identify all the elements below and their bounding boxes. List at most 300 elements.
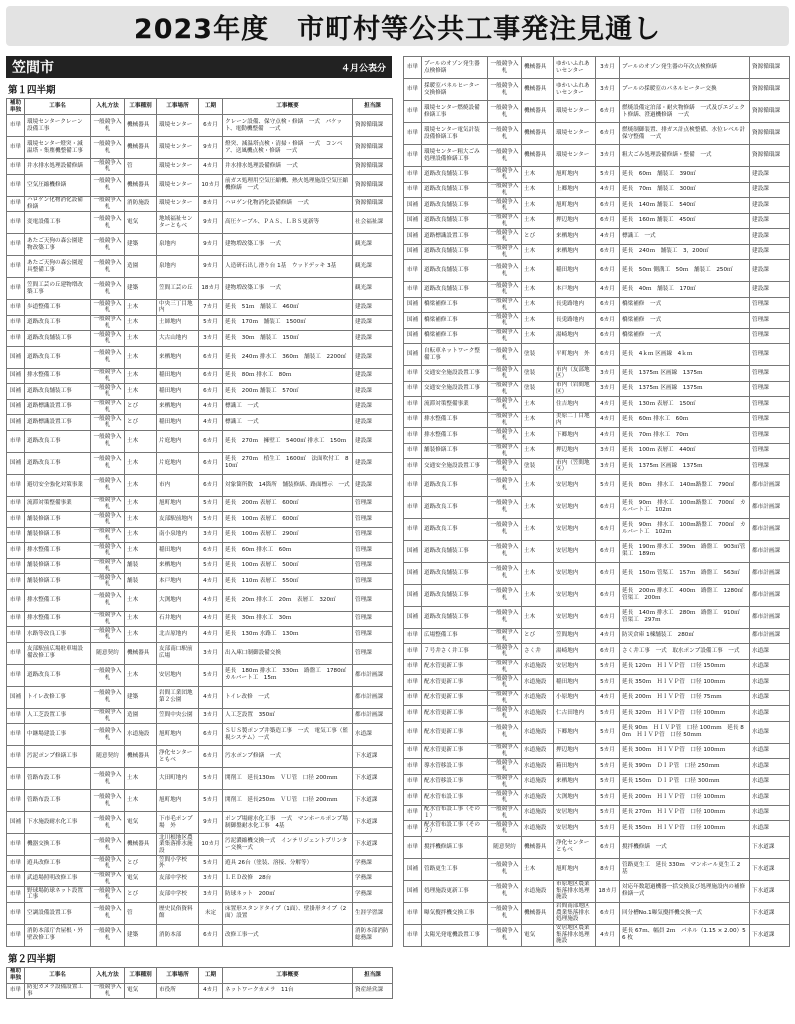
table-cell: 一般競争入札 [488, 675, 522, 691]
table-cell: 市単 [404, 366, 422, 382]
table-cell: 一般競争入札 [488, 858, 522, 880]
table-cell: 浄化センターともべ [554, 836, 596, 858]
table-cell: 塗装 [522, 366, 554, 382]
table-cell: 4カ月 [596, 924, 620, 946]
table-row [404, 743, 790, 759]
table-cell: 一般競争入札 [488, 366, 522, 382]
table-cell: 配水管更新工事 [422, 690, 488, 706]
table-row [7, 871, 393, 887]
table-cell: 道路標識設置工事 [25, 415, 91, 431]
table-cell: 延長 80ｍ 排水工 140ｍ路盤工 790㎡ [620, 474, 750, 496]
table-cell: 一般競争入札 [91, 234, 125, 256]
table-cell: 管路更生工事 [422, 858, 488, 880]
table-cell: 市単 [7, 746, 25, 768]
table-cell: 管理課 [353, 589, 393, 611]
table-cell: 一般競争入札 [488, 297, 522, 313]
table-cell: 延長 90ｍ ＨＩＶＰ管 口径 100ｍｍ 延長 80ｍ ＨＩＶＰ管 口径 50ｍｍ [620, 721, 750, 743]
table-cell: 一般競争入札 [488, 443, 522, 459]
table-cell: 一般競争入札 [91, 664, 125, 686]
table-cell: 空気圧縮機修繕 [25, 174, 91, 196]
table-cell: 一般競争入札 [91, 871, 125, 887]
table-cell: 汚泥濃縮機交換一式 インテリジェントプリンター交換一式 [223, 834, 353, 856]
table-cell: 長兎路地内 [554, 297, 596, 313]
table-cell: 7カ月 [199, 300, 223, 316]
table-cell: 一般競争入札 [91, 137, 125, 159]
table-cell: 建設課 [750, 167, 790, 183]
table-cell: 市単 [404, 428, 422, 444]
table-cell: 管路布設工事 [25, 768, 91, 790]
table-cell: 延長 50ｍ 側溝工 50ｍ 舗装工 250㎡ [620, 260, 750, 282]
table-row [7, 315, 393, 331]
table-row [404, 101, 790, 123]
table-cell: 市単 [7, 871, 25, 887]
table-cell: 道路改良工事 [422, 518, 488, 540]
table-cell: 5カ月 [596, 821, 620, 837]
table-cell: 市単 [404, 690, 422, 706]
table-cell: 大田町地内 [157, 768, 199, 790]
table-cell: 一般競争入札 [91, 212, 125, 234]
table-cell: 水道課 [750, 774, 790, 790]
table-cell: 来栖地内 [554, 774, 596, 790]
table-cell: 土木 [125, 664, 157, 686]
table-cell: 3カ月 [596, 145, 620, 167]
table-cell: 5カ月 [199, 768, 223, 790]
table-cell: 都市計画課 [750, 606, 790, 628]
table-cell: 資源循環課 [353, 159, 393, 175]
publish-note: ４月公表分 [340, 63, 386, 74]
table-cell: 電気 [125, 812, 157, 834]
table-cell: 環境センタークレーン設備工事 [25, 115, 91, 137]
table-row [404, 518, 790, 540]
table-cell: 道路改良工事 [25, 452, 91, 474]
table-cell: 管理課 [750, 412, 790, 428]
table-cell: 環境センター [554, 145, 596, 167]
table-cell: 8カ月 [199, 196, 223, 212]
table-cell: 一般競争入札 [488, 924, 522, 946]
table-cell: 6カ月 [596, 213, 620, 229]
table-cell: 一般競争入札 [488, 644, 522, 660]
table-cell: 管理課 [750, 297, 790, 313]
quarter-label: 第２四半期 [8, 953, 56, 965]
table-cell: 管理課 [750, 428, 790, 444]
table-cell: 一般競争入札 [488, 743, 522, 759]
table-cell: 造園 [125, 256, 157, 278]
table-cell: 一般競争入札 [91, 902, 125, 924]
table-cell: 市単 [404, 459, 422, 475]
table-cell: 一般競争入札 [91, 812, 125, 834]
table-cell: 水道施設 [522, 774, 554, 790]
table-cell: 一般競争入札 [91, 278, 125, 300]
table-row [7, 543, 393, 559]
table-cell: 6カ月 [596, 606, 620, 628]
table-cell: 採暖室パネルヒーター交換修繕 [422, 79, 488, 101]
table-cell: 排水整備工事 [25, 611, 91, 627]
table-cell: 土木 [125, 496, 157, 512]
table-cell: 5カ月 [596, 675, 620, 691]
table-cell: 市単 [404, 397, 422, 413]
table-cell: 岩間工業団地第２公園 [157, 686, 199, 708]
table-cell: 6カ月 [199, 430, 223, 452]
table-cell: 延長 70ｍ 舗装工 300㎡ [620, 182, 750, 198]
table-cell: 機械器具 [522, 101, 554, 123]
table-cell: 延長 180ｍ 排水工 330ｍ 路盤工 1780㎡ カルバート工 15ｍ [223, 664, 353, 686]
table-cell: 市単 [404, 474, 422, 496]
table-cell: 稲田地内 [157, 368, 199, 384]
table-cell: 市単 [404, 706, 422, 722]
table-row [7, 415, 393, 431]
table-cell: 燈突、減温塔点検・清掃・修繕 一式 コンベア、送風機点検・修繕 一式 [223, 137, 353, 159]
table-cell: 電気 [125, 212, 157, 234]
table-cell: 6カ月 [199, 368, 223, 384]
table-cell: 一般競争入札 [488, 198, 522, 214]
table-cell: 市単 [404, 902, 422, 924]
table-cell: 6カ月 [199, 384, 223, 400]
table-cell: 建設課 [353, 346, 393, 368]
table-cell: 市単 [7, 642, 25, 664]
table-cell: 一般競争入札 [488, 428, 522, 444]
table-cell: 市単 [7, 300, 25, 316]
table-cell: 6カ月 [596, 198, 620, 214]
table-cell: 一般競争入札 [488, 690, 522, 706]
table-cell: 土木 [125, 768, 157, 790]
table-cell: 土師地内 [157, 315, 199, 331]
table-cell: さく井 [522, 644, 554, 660]
title-bar [6, 6, 789, 46]
table-cell: 一般競争入札 [91, 887, 125, 903]
table-cell: ＬＥＤ改修 28台 [223, 871, 353, 887]
table-cell: 道路改良舗装工事 [25, 331, 91, 347]
table-row [7, 708, 393, 724]
table-cell: 下水道課 [750, 902, 790, 924]
table-cell: 6カ月 [596, 260, 620, 282]
table-cell: 安居地内 [554, 540, 596, 562]
table-cell: 土木 [522, 540, 554, 562]
table-cell: 一般競争入札 [488, 412, 522, 428]
table-cell: 都市計画課 [750, 540, 790, 562]
table-row [404, 706, 790, 722]
table-cell: 建設課 [750, 244, 790, 260]
table-cell: 延長 100ｍ 表層工 500㎡ [223, 558, 353, 574]
table-cell: 市単 [404, 145, 422, 167]
table-cell: 道路改良舗装工事 [422, 282, 488, 298]
table-cell: 管理課 [353, 642, 393, 664]
table-cell: 交通安全施設設置工事 [422, 459, 488, 475]
table-cell: 学務課 [353, 887, 393, 903]
table-cell: 土木 [125, 315, 157, 331]
table-cell: 5カ月 [199, 315, 223, 331]
table-cell: 機械器具 [522, 57, 554, 79]
table-cell: 延長 200ｍ 舗装工 570㎡ [223, 384, 353, 400]
table-cell: 泉地内 [157, 256, 199, 278]
table-cell: 井水排水処理設備修繕 一式 [223, 159, 353, 175]
table-cell: 開削工 延長250ｍ ＶＵ管 口径 200ｍｍ [223, 790, 353, 812]
table-cell: 片庭地内 [157, 452, 199, 474]
table-cell: 稲田地内 [554, 260, 596, 282]
table-row [404, 562, 790, 584]
table-row [404, 229, 790, 245]
table-cell: 一般競争入札 [91, 159, 125, 175]
table-cell: 6カ月 [596, 518, 620, 540]
table-cell: 旭町地内 [157, 496, 199, 512]
table-cell: 延長 60ｍ 舗装工 390㎡ [620, 167, 750, 183]
table-cell: 市単 [7, 558, 25, 574]
table-cell: 建設課 [353, 430, 393, 452]
table-cell: 延長 100ｍ 表層工 290㎡ [223, 527, 353, 543]
table-cell: 資源循環課 [353, 115, 393, 137]
column-header: 入札方法 [91, 967, 125, 983]
table-row [7, 212, 393, 234]
table-cell: 消防本部消防総務課 [353, 924, 393, 946]
table-cell: 一般競争入札 [91, 543, 125, 559]
table-cell: 延長 200ｍ ＨＩＶＰ管 口径 100ｍｍ [620, 790, 750, 806]
table-cell: 延長 130ｍ 水路工 130ｍ [223, 627, 353, 643]
table-cell: 平町地内 外 [554, 344, 596, 366]
table-cell: 国補 [404, 344, 422, 366]
quarter-label: 第１四半期 [8, 85, 56, 96]
table-cell: 一般競争入札 [488, 774, 522, 790]
table-cell: 3カ月 [596, 459, 620, 475]
table-row [7, 834, 393, 856]
table-cell: 下水道課 [353, 812, 393, 834]
table-row [404, 79, 790, 101]
table-cell: 環境センター [157, 137, 199, 159]
table-cell: 下郷地内 [554, 428, 596, 444]
table-row [404, 397, 790, 413]
table-cell: 広場整備工事 [422, 628, 488, 644]
table-cell: 配水管布設工事 [422, 790, 488, 806]
table-cell: 市単 [7, 834, 25, 856]
table-cell: 市単 [7, 924, 25, 946]
table-cell: 舗装修繕工事 [25, 558, 91, 574]
table-cell: 一般競争入札 [488, 759, 522, 775]
table-cell: 18カ月 [199, 278, 223, 300]
table-cell: 友部中学校 [157, 871, 199, 887]
table-cell: 都市計画課 [750, 562, 790, 584]
table-cell: 機械器具 [125, 115, 157, 137]
table-cell: 9カ月 [199, 256, 223, 278]
table-cell: 撹拌機修繕工事 [422, 836, 488, 858]
table-cell: 一般競争入札 [488, 790, 522, 806]
table-cell: 一般競争入札 [488, 79, 522, 101]
table-cell: 5カ月 [596, 774, 620, 790]
table-cell: 市単 [404, 412, 422, 428]
table-cell: 下水道課 [750, 858, 790, 880]
table-cell: 橋梁補修 一式 [620, 297, 750, 313]
table-row [7, 790, 393, 812]
table-cell: 水道施設 [522, 790, 554, 806]
table-cell: 安居地内 [554, 805, 596, 821]
table-row [7, 512, 393, 528]
table-row [7, 137, 393, 159]
table-row [7, 368, 393, 384]
table-cell: 一般競争入札 [91, 611, 125, 627]
table-cell: 市単 [7, 256, 25, 278]
table-row [7, 300, 393, 316]
table-cell: 一般競争入札 [91, 589, 125, 611]
table-cell: 一般競争入札 [91, 346, 125, 368]
table-cell: 土木 [522, 518, 554, 540]
table-cell: 水道施設 [522, 821, 554, 837]
table-cell: 市内（岩間地区） [554, 381, 596, 397]
table-cell: 国補 [7, 399, 25, 415]
table-row [7, 902, 393, 924]
table-cell: 対応年数超過機器一括交換及び処理施設内の補修修繕一式 [620, 880, 750, 902]
table-cell: 都市計画課 [750, 584, 790, 606]
table-cell: 4カ月 [199, 627, 223, 643]
table-cell: あたご天狗の森公園遊具整備工事 [25, 256, 91, 278]
table-cell: 一般競争入札 [91, 368, 125, 384]
table-cell: 生涯学習課 [353, 902, 393, 924]
table-cell: 延長 90ｍ 排水工 100ｍ路盤工 700㎡ カルバート工 102ｍ [620, 518, 750, 540]
table-cell: 一般競争入札 [488, 518, 522, 540]
table-cell: 水道施設 [125, 724, 157, 746]
table-cell: 建設課 [750, 229, 790, 245]
table-cell: ポンプ場耐水化工事 一式 マンホールポンプ場制御盤耐水化工事 4基 [223, 812, 353, 834]
table-cell: 水道施設 [522, 690, 554, 706]
table-cell: 観光課 [353, 278, 393, 300]
table-cell: 市単 [404, 628, 422, 644]
table-row [7, 724, 393, 746]
table-cell: 道路改良工事 [25, 346, 91, 368]
table-cell: 管理課 [750, 459, 790, 475]
table-cell: 一般競争入札 [488, 381, 522, 397]
table-cell: 3カ月 [596, 381, 620, 397]
table-cell: 4カ月 [596, 690, 620, 706]
table-cell: 建設課 [353, 452, 393, 474]
table-cell: 3カ月 [596, 443, 620, 459]
table-cell: 友部南口駅前広場 [157, 642, 199, 664]
table-cell: 人造研石出し滑り台 1基 ウッドデッキ 3基 [223, 256, 353, 278]
table-row [7, 746, 393, 768]
table-cell: 延長 390ｍ ＤＩＰ管 口径 250ｍｍ [620, 759, 750, 775]
table-cell: 配水管更新工事 [422, 743, 488, 759]
table-cell: 土木 [522, 428, 554, 444]
table-cell: 国補 [404, 562, 422, 584]
table-cell: 管理課 [353, 574, 393, 590]
table-cell: 建設課 [750, 282, 790, 298]
table-cell: 市単 [7, 174, 25, 196]
table-cell: 延長 100ｍ 表層工 440㎡ [620, 443, 750, 459]
table-cell: 5カ月 [596, 790, 620, 806]
table-row [7, 174, 393, 196]
table-cell: 一般競争入札 [488, 229, 522, 245]
table-cell: 市単 [404, 518, 422, 540]
table-cell: 電気 [522, 924, 554, 946]
table-cell: プールの採暖室のパネルヒーター交換 [620, 79, 750, 101]
table-cell: 燃焼制御装置、排ガス計点検整備、水位レベル計保守整備 一式 [620, 123, 750, 145]
table-cell: 市単 [7, 543, 25, 559]
table-cell: 大渕地内 [157, 589, 199, 611]
table-cell: 市内 [157, 474, 199, 496]
table-cell: 市単 [404, 675, 422, 691]
table-row [404, 902, 790, 924]
table-cell: 安居地内 [554, 562, 596, 584]
table-cell: 4カ月 [596, 628, 620, 644]
table-cell: 一般競争入札 [91, 384, 125, 400]
table-cell: 国補 [404, 229, 422, 245]
table-cell: 市単 [404, 443, 422, 459]
table-cell: 一般競争入札 [488, 459, 522, 475]
table-cell: 国補 [404, 880, 422, 902]
table-cell: 水道課 [750, 759, 790, 775]
table-cell: 延長 270ｍ ＨＩＶＰ管 口径 100ｍｍ [620, 805, 750, 821]
table-row [404, 606, 790, 628]
table-cell: 市単 [7, 887, 25, 903]
table-cell: 前ガス処理用空気圧縮機、熱火処理施設空気圧縮機修繕 一式 [223, 174, 353, 196]
table-cell: 一般競争入札 [91, 856, 125, 872]
table-row [7, 278, 393, 300]
table-row [7, 115, 393, 137]
table-cell: 管理課 [750, 344, 790, 366]
table-cell: 3カ月 [199, 527, 223, 543]
table-cell: 排水整備工事 [25, 589, 91, 611]
q2-table-header [7, 967, 393, 983]
table-cell: 延長 30ｍ 排水工 30ｍ [223, 611, 353, 627]
table-cell: とび [522, 229, 554, 245]
table-cell: 機械器具 [125, 174, 157, 196]
table-cell: 一般競争入札 [91, 768, 125, 790]
table-cell: 一般競争入札 [91, 300, 125, 316]
column-header: 工事名 [25, 99, 91, 115]
table-cell: 燃焼設備定泊部・耐火物修繕 一式及びエジェクト修繕、澄過機修繕 一式 [620, 101, 750, 123]
table-cell: 土木 [522, 282, 554, 298]
table-cell: 4カ月 [199, 589, 223, 611]
table-cell: 道路改良舗装工事 [422, 562, 488, 584]
table-cell: 電気 [125, 871, 157, 887]
table-row [404, 428, 790, 444]
table-cell: 土木 [522, 198, 554, 214]
table-cell: 標識工 一式 [620, 229, 750, 245]
table-cell: 環境センター電気計装設備修繕工事 [422, 123, 488, 145]
table-row [7, 983, 393, 999]
table-cell: 建設課 [353, 399, 393, 415]
table-cell: 防球ネット 200㎡ [223, 887, 353, 903]
table-cell: 笠間中央公園 [157, 708, 199, 724]
table-cell: 安居地内 [554, 584, 596, 606]
table-cell: 市単 [404, 924, 422, 946]
table-cell: 管理課 [353, 543, 393, 559]
table-cell: 出入庫口制御設備交換 [223, 642, 353, 664]
table-row [7, 574, 393, 590]
table-cell: 水道課 [353, 724, 393, 746]
table-cell: 国補 [404, 858, 422, 880]
table-row [7, 430, 393, 452]
table-row [7, 589, 393, 611]
table-cell: 避切安全強化対策事業 [25, 474, 91, 496]
table-cell: 延長 320ｍ ＨＩＶＰ管 口径 100ｍｍ [620, 706, 750, 722]
table-cell: 土木 [522, 260, 554, 282]
table-cell: 3カ月 [596, 79, 620, 101]
table-row [7, 527, 393, 543]
table-cell: 土木 [522, 443, 554, 459]
table-row [7, 686, 393, 708]
table-cell: 道路改良工事 [422, 474, 488, 496]
table-cell: 延長 270ｍ 植生工 1600㎡ 法面吹付工 810㎡ [223, 452, 353, 474]
table-cell: 笠間小学校 外 [157, 856, 199, 872]
table-cell: 交通安全施設設置工事 [422, 381, 488, 397]
table-cell: 道路改良舗装工事 [422, 540, 488, 562]
table-cell: 下水道課 [750, 880, 790, 902]
table-cell: 塗装 [522, 459, 554, 475]
table-cell: 環境センター [554, 101, 596, 123]
table-cell: 一般競争入札 [91, 834, 125, 856]
column-header: 工事概要 [223, 99, 353, 115]
table-cell: 配水管更新工事 [422, 706, 488, 722]
table-cell: 一般競争入札 [488, 721, 522, 743]
table-cell: 水道施設 [522, 721, 554, 743]
table-cell: 管理課 [353, 512, 393, 528]
table-cell: 道路標識設置工事 [422, 229, 488, 245]
